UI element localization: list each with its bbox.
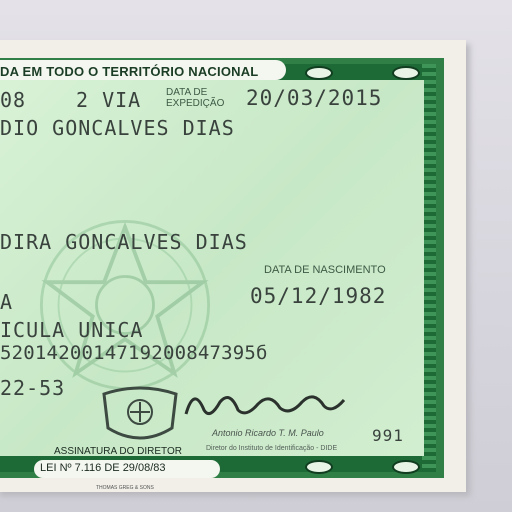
via-field: 2 VIA [76, 88, 142, 112]
filiation: DIRA GONCALVES DIAS [0, 230, 248, 254]
certidao-type: ICULA UNICA [0, 318, 144, 342]
police-badge-stamp [98, 384, 182, 446]
birth-date-label: DATA DE NASCIMENTO [264, 264, 386, 276]
issue-date-label-line1: DATA DE [166, 87, 208, 98]
oval-ornament [305, 460, 333, 474]
issue-date: 20/03/2015 [246, 86, 383, 110]
oval-ornament [305, 66, 333, 80]
oval-ornament [392, 460, 420, 474]
director-signature-label: ASSINATURA DO DIRETOR [54, 446, 182, 457]
signature-name: Antonio Ricardo T. M. Paulo [212, 428, 324, 438]
oval-ornament [392, 66, 420, 80]
cpf-fragment: 22-53 [0, 376, 66, 400]
law-reference: LEI Nº 7.116 DE 29/08/83 [40, 462, 166, 474]
serial-fragment: 991 [372, 426, 404, 445]
place-fragment: A [0, 290, 14, 314]
birth-date: 05/12/1982 [250, 284, 387, 308]
signature-subtitle: Diretor do Instituto de Identificação - DIDE [206, 445, 338, 452]
holder-name: DIO GONCALVES DIAS [0, 116, 235, 140]
card-frame-rope [422, 64, 436, 472]
printer-credit: THOMAS GREG & SONS [96, 485, 154, 491]
issue-date-label-line2: EXPEDIÇÃO [166, 98, 225, 109]
director-signature [180, 380, 350, 424]
registry-prefix: 08 [0, 88, 27, 112]
matricula-number: 5201420014719200847395б [0, 342, 268, 364]
card-header: DA EM TODO O TERRITÓRIO NACIONAL [0, 64, 259, 79]
